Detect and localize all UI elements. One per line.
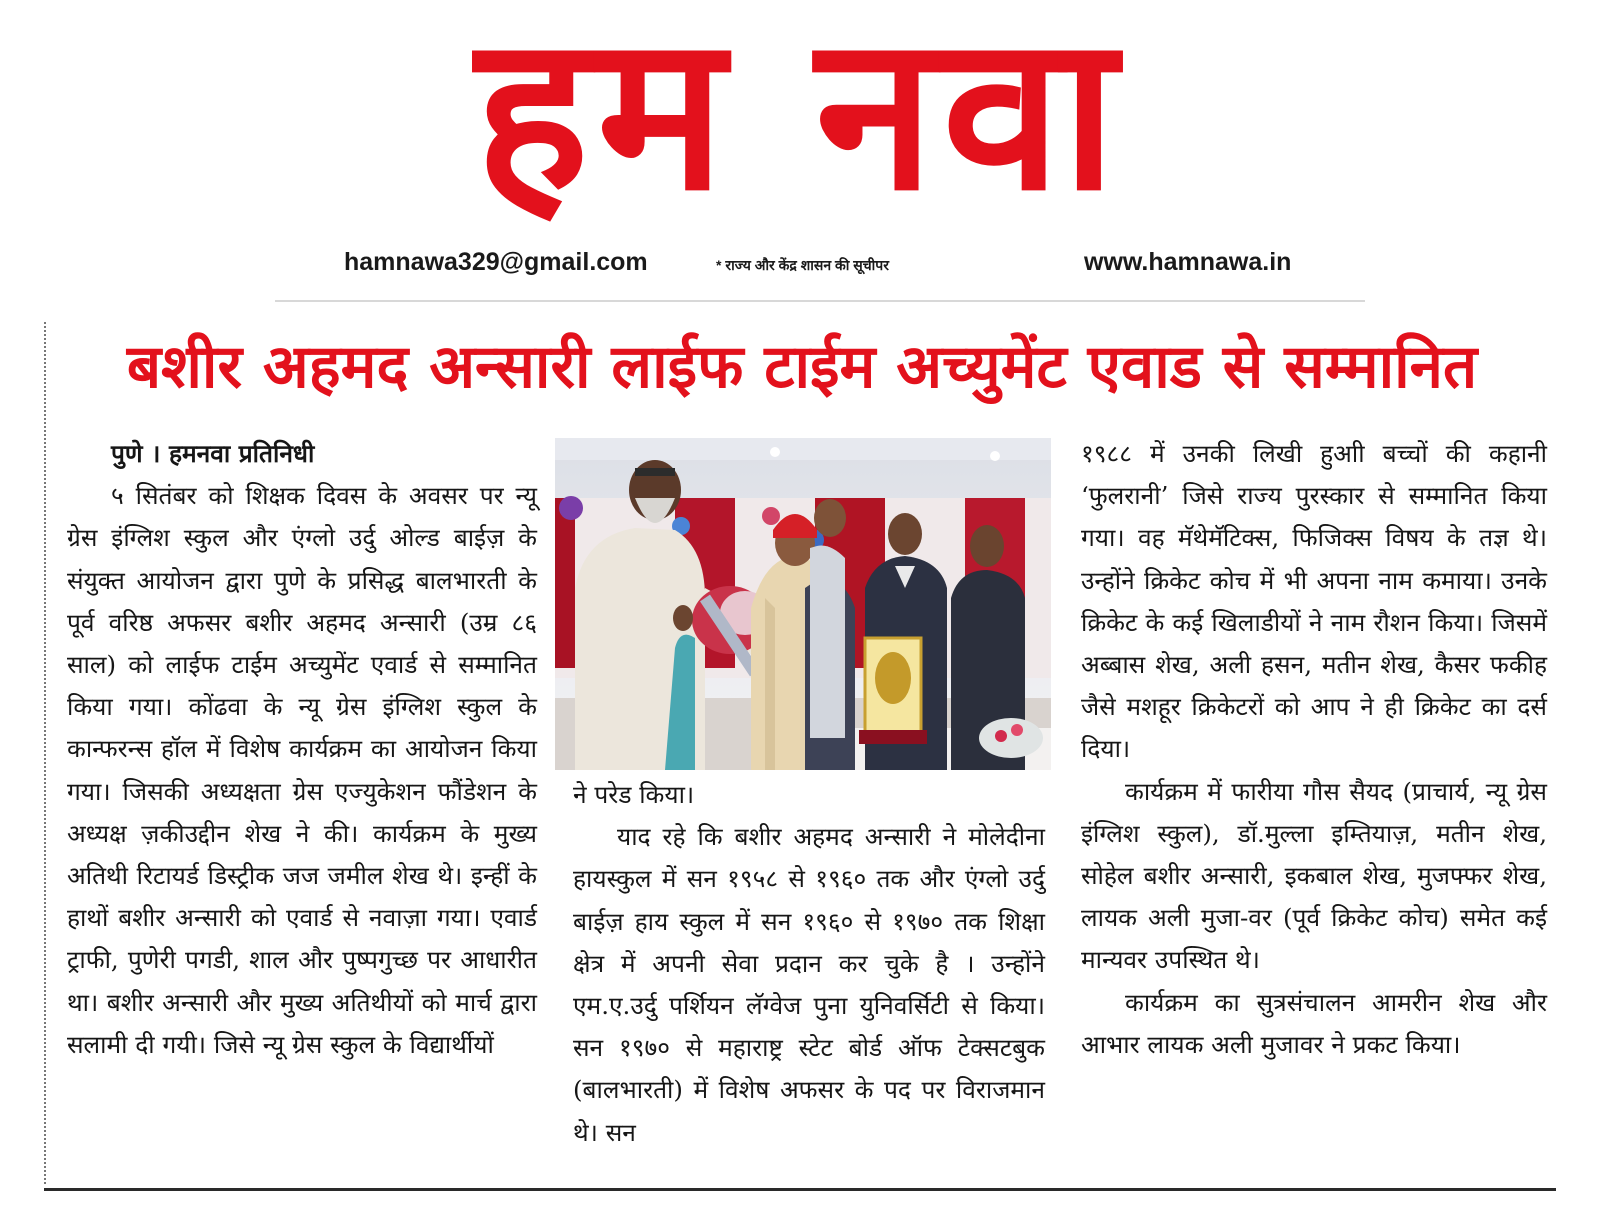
article-headline: बशीर अहमद अन्सारी लाईफ टाईम अच्युमेंट एवाड से सम्मानित [126, 332, 1478, 402]
article-paragraph: ५ सितंबर को शिक्षक दिवस के अवसर पर न्यू ग्रेस इंग्लिश स्कुल और एंग्लो उर्दु ओल्ड बाईज़ के संयुक्त आयोजन द्वारा पुणे के प्रसिद्ध बालभारती के पूर्व वरिष्ठ अफसर बशीर अहमद अन्सारी (उम्र ८६ साल) को लाईफ टाईम अच्युमेंट एवार्ड से सम्मानित किया गया। कोंढवा के न्यू ग्रेस इंग्लिश स्कुल के कान्फरन्स हॉल में विशेष कार्यक्रम का आयोजन किया गया। जिसकी अध्यक्षता ग्रेस एज्युकेशन फौंडेशन के अध्यक्ष ज़कीउद्दीन शेख ने की। कार्यक्रम के मुख्य अतिथी रिटायर्ड डिस्ट्रीक जज जमील शेख थे। इन्हीं के हाथों बशीर अन्सारी को एवार्ड से नवाज़ा गया। एवार्ड ट्राफी, पुणेरी पगडी, शाल और पुष्पगुच्छ पर आधारीत था। बशीर अन्सारी और मुख्य अतिथीयों को मार्च द्वारा सलामी दी गयी। जिसे न्यू ग्रेस स्कुल के विद्यार्थीयों [67, 481, 537, 1059]
masthead-website[interactable]: www.hamnawa.in [1084, 248, 1292, 276]
article-paragraph: कार्यक्रम में फारीया गौस सैयद (प्राचार्य, न्यू ग्रेस इंग्लिश स्कुल), डॉ.मुल्ला इम्तियाज़, मतीन शेख, सोहेल बशीर अन्सारी, इकबाल शेख, मुजफ्फर शेख, लायक अली मुजा-वर (पूर्व क्रिकेट कोच) समेत कई मान्यवर उपस्थित थे। [1081, 776, 1547, 975]
article-paragraph: १९८८ में उनकी लिखी हुआी बच्चों की कहानी ‘फुलरानी’ जिसे राज्य पुरस्कार से सम्मानित किया गया। वह मॅथेमॅटिक्स, फिजिक्स विषय के तज्ञ थे। उन्होंने क्रिकेट कोच में भी अपना नाम कमाया। उनके क्रिकेट के कई खिलाडीयों ने नाम रौशन किया। जिसमें अब्बास शेख, अली हसन, मतीन शेख, कैसर फकीह जैसे मशहूर क्रिकेटरों को आप ने ही क्रिकेट का दर्स दिया। [1081, 439, 1547, 764]
newspaper-logo: हम नवा [475, 0, 1125, 238]
article-bottom-rule [44, 1188, 1556, 1191]
article-paragraph: याद रहे कि बशीर अहमद अन्सारी ने मोलेदीना हायस्कुल में सन १९५८ से १९६० तक और एंग्लो उर्दु बाईज़ हाय स्कुल में सन १९६० से १९७० तक शिक्षा क्षेत्र में अपनी सेवा प्रदान कर चुके है । उन्होंने एम.ए.उर्दु पर्शियन लॅग्वेज पुना युनिवर्सिटी से किया। सन १९७० से महाराष्ट्र स्टेट बोर्ड ऑफ टेक्सटबुक (बालभारती) में विशेष अफसर के पद पर विराजमान थे। सन [573, 822, 1045, 1147]
masthead [0, 0, 1600, 276]
article-left-border [44, 322, 46, 1184]
article-column-3 [1081, 433, 1547, 1066]
award-ceremony-photo [555, 438, 1051, 770]
masthead-email[interactable]: hamnawa329@gmail.com [344, 248, 648, 276]
article-paragraph: ने परेड किया। [573, 780, 695, 809]
article-column-1 [67, 433, 537, 1066]
article-paragraph: कार्यक्रम का सुत्रसंचालन आमरीन शेख और आभार लायक अली मुजावर ने प्रकट किया। [1081, 987, 1547, 1059]
article-photo [555, 438, 1051, 770]
masthead-tagline: * राज्य और केंद्र शासन की सूचीपर [716, 257, 889, 273]
article-dateline: पुणे । हमनवा प्रतिनिधी [111, 439, 315, 468]
masthead-divider [275, 300, 1365, 302]
article-column-2 [573, 774, 1045, 1154]
